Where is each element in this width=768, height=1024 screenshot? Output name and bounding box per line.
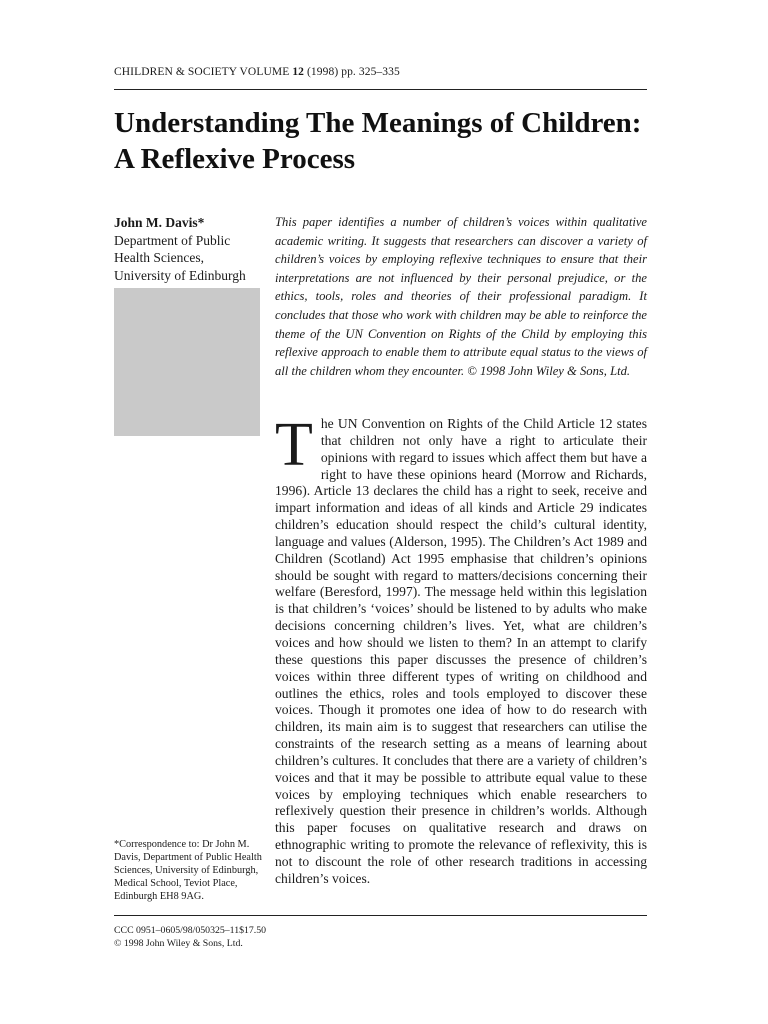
article-title: Understanding The Meanings of Children: A Reflexive Process: [114, 107, 642, 175]
running-header: [114, 66, 400, 78]
journal-pages: (1998) pp. 325–335: [307, 66, 400, 78]
author-name: John M. Davis*: [114, 215, 205, 230]
author-affiliation-line: University of Edinburgh: [114, 267, 246, 283]
footer-divider: [114, 915, 647, 916]
journal-volume: 12: [292, 66, 305, 78]
image-placeholder: [114, 288, 260, 436]
author-block: [114, 214, 264, 284]
drop-cap: T: [275, 411, 313, 479]
header-divider: [114, 89, 647, 90]
author-affiliation-line: Health Sciences,: [114, 250, 204, 265]
journal-name: CHILDREN & SOCIETY VOLUME: [114, 66, 290, 78]
body-paragraph: [275, 411, 647, 888]
copyright-notice: © 1998 John Wiley & Sons, Ltd.: [114, 938, 243, 949]
correspondence-note: *Correspondence to: Dr John M. Davis, Department of Public Health Sciences, University of Edinburgh, Medical School, Teviot Place, Edinburgh EH8 9AG.: [114, 839, 262, 902]
abstract: This paper identifies a number of children’s voices within qualitative academic writing. It suggests that researchers can discover a variety of children’s voices by employing reflexive techniques to ensure that their interpretations are not influenced by their personal prejudice, or the ethics, tools, roles and theories of their professional paradigm. It concludes that those who work with children may be able to reinforce the theme of the UN Convention on Rights of the Child by employing this reflexive approach to enable them to attribute equal status to the views of all the children whom they encounter. © 1998 John Wiley & Sons, Ltd.: [275, 215, 647, 378]
ccc-code: CCC 0951–0605/98/050325–11$17.50: [114, 925, 267, 936]
author-affiliation-line: Department of Public: [114, 232, 231, 248]
footer: [114, 924, 266, 950]
body-text: he UN Convention on Rights of the Child Article 12 states that children not only have a right to articulate their opinions with regard to issues which affect them but have a right to have these opinions heard (Morrow and Richards, 1996). Article 13 declares the child has a right to seek, receive and impart information and ideas of all kinds and Article 29 indicates children’s education should respect the child’s cultural identity, language and values (Alderson, 1995). The Children’s Act 1989 and Children (Scotland) Act 1995 emphasise that children’s opinions should be sought with regard to matters/decisions concerning their welfare (Beresford, 1997). The message held within this legislation is that children’s ‘voices’ should be listened to by adults who make decisions concerning children’s lives. Yet, what are children’s voices and how should we listen to them? In an attempt to clarify these questions this paper discusses the presence of children’s voices within three different types of writing on childhood and outlines the ethics, roles and tools employed to discover these voices. Though it promotes one idea of how to do research with children, its main aim is to suggest that researchers can utilise the constraints of the research setting as a means of learning about children’s cultures. It concludes that there are a variety of children’s voices and that it may be possible to attribute equal value to these voices by employing techniques which enable researchers to reflexively question their presence in children’s worlds. Although this paper focuses on qualitative research and draws on ethnographic writing to promote the relevance of reflexivity, this is not to discount the role of other research traditions in accessing children’s voices.: [275, 416, 647, 886]
